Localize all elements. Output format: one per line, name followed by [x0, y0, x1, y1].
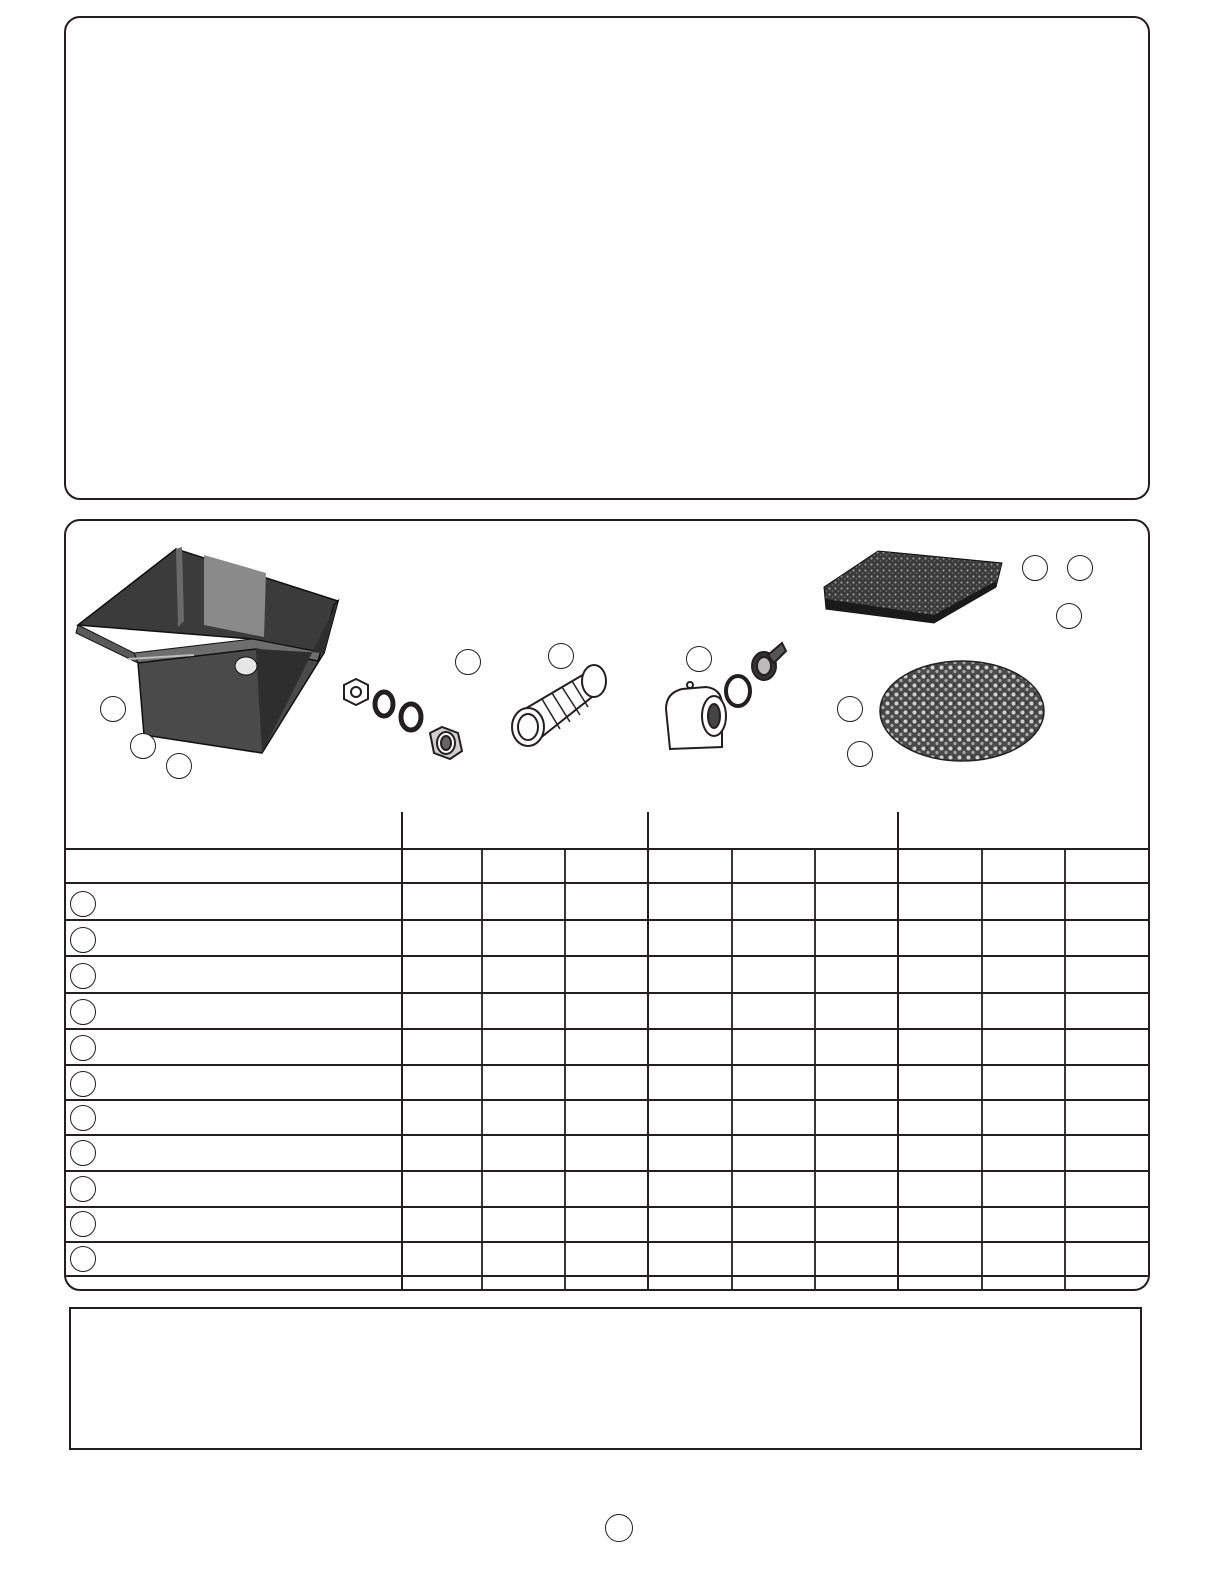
bulkhead-fitting-icon: [344, 679, 462, 759]
row-callout-circle: [70, 891, 96, 917]
row-callout-circle: [70, 1140, 96, 1166]
notes-box: [69, 1307, 1142, 1450]
page-number-circle: [605, 1514, 633, 1542]
row-callout-circle: [70, 927, 96, 953]
callout-circle: [166, 753, 192, 779]
waterfall-basin-icon: [76, 547, 338, 753]
check-valve-icon: [666, 643, 786, 749]
callout-circle: [100, 696, 126, 722]
filter-pad-icon: [824, 551, 1002, 623]
callout-circle: [548, 643, 574, 669]
callout-circle: [1022, 555, 1048, 581]
parts-table-grid: [66, 812, 1150, 1291]
row-callout-circle: [70, 1211, 96, 1237]
callout-circle: [837, 696, 863, 722]
row-callout-circle: [70, 1035, 96, 1061]
parts-panel: [64, 519, 1150, 1291]
row-callout-circle: [70, 1105, 96, 1131]
hose-adapter-icon: [512, 665, 606, 746]
row-callout-circle: [70, 963, 96, 989]
row-callout-circle: [70, 1071, 96, 1097]
filter-ball-icon: [880, 661, 1044, 761]
callout-circle: [1056, 603, 1082, 629]
callout-circle: [847, 741, 873, 767]
parts-illustrations: [66, 521, 1150, 1291]
instructions-panel: [64, 16, 1150, 500]
callout-circle: [130, 733, 156, 759]
callout-circle: [455, 649, 481, 675]
callout-circle: [1067, 555, 1093, 581]
row-callout-circle: [70, 1246, 96, 1272]
callout-circle: [686, 646, 712, 672]
row-callout-circle: [70, 999, 96, 1025]
row-callout-circle: [70, 1176, 96, 1202]
